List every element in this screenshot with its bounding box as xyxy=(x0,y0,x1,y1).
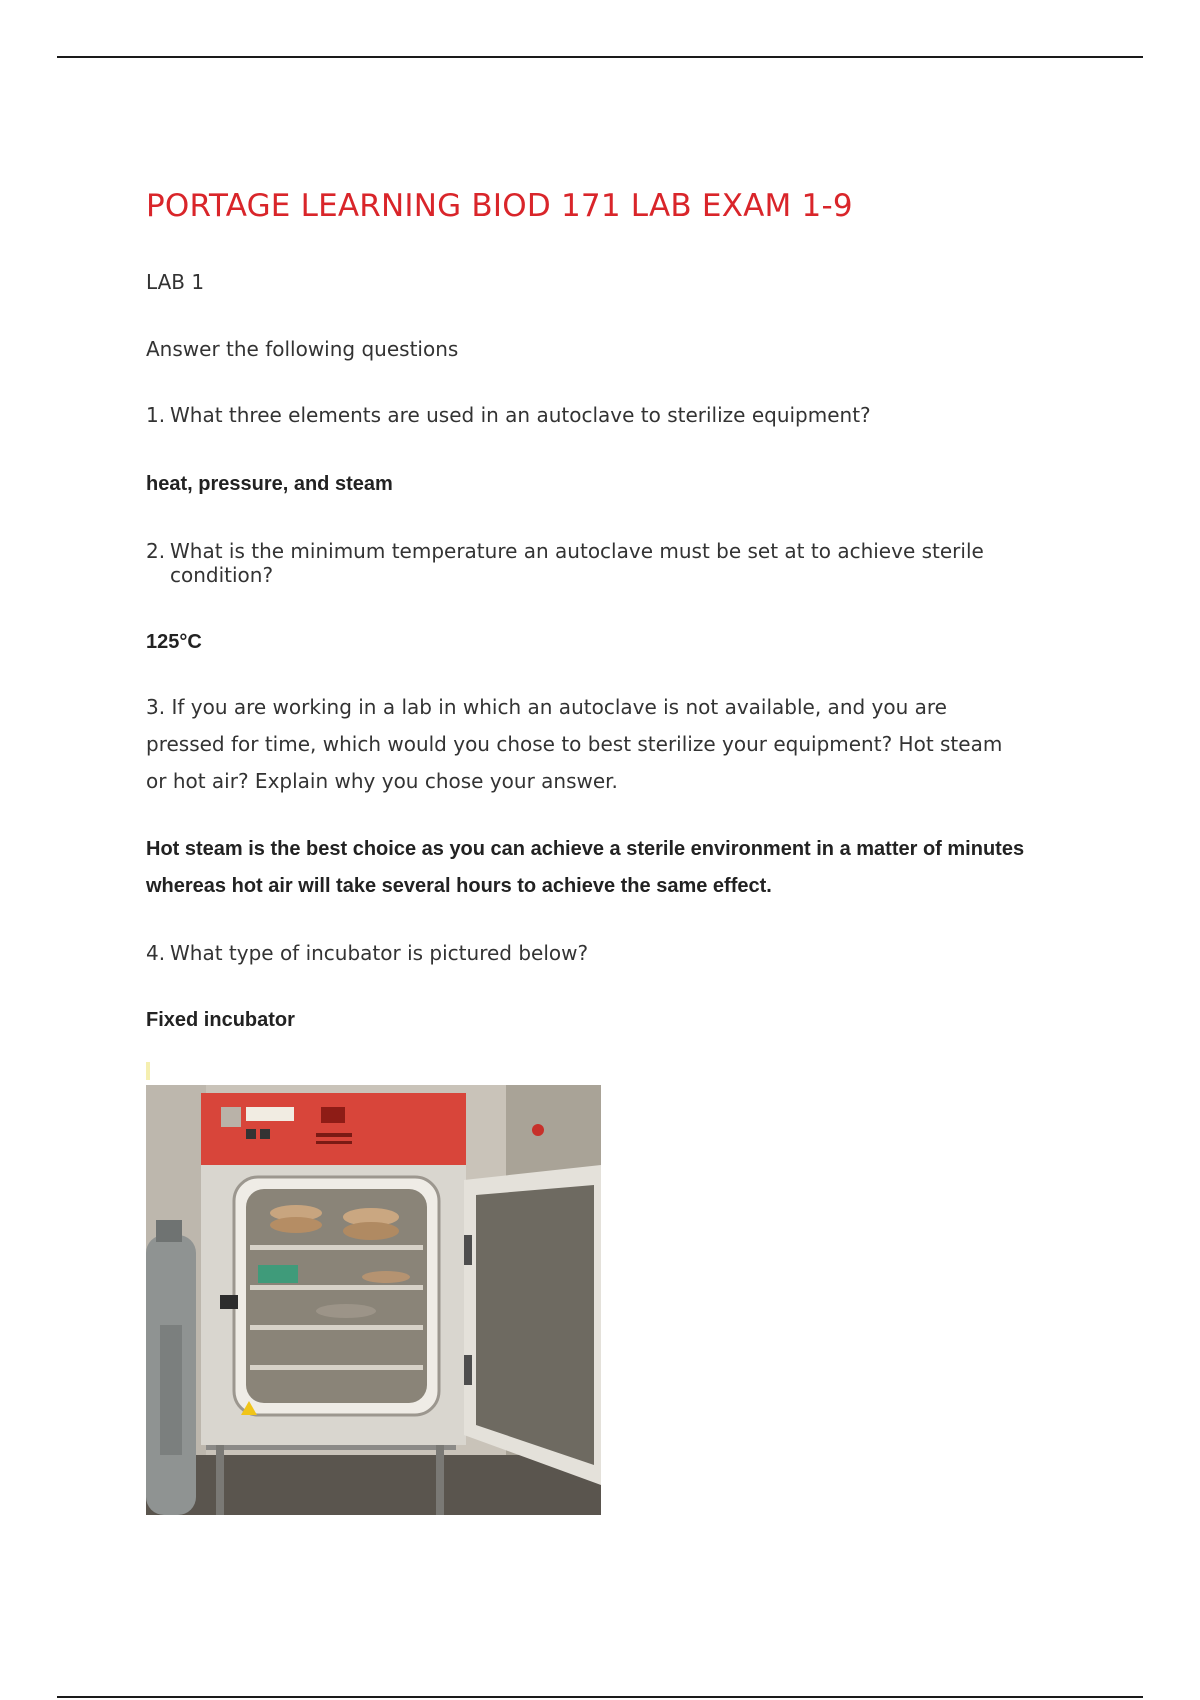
question-3 xyxy=(146,689,1026,800)
question-text: If you are working in a lab in which an autoclave is not available, and you are pressed for time, which would you chose to best sterilize your equipment? Hot steam or hot air? Explain why you chose your answer. xyxy=(146,695,1003,793)
question-number: 1. xyxy=(146,403,166,427)
answer-2: 125°C xyxy=(146,631,202,653)
answer-3: Hot steam is the best choice as you can achieve a sterile environment in a matter of minutes whereas hot air will take several hours to achieve the same effect. xyxy=(146,838,1025,897)
question-number: 3. xyxy=(146,695,166,719)
incubator-illustration xyxy=(146,1085,601,1515)
page-title: PORTAGE LEARNING BIOD 171 LAB EXAM 1-9 xyxy=(146,188,853,224)
question-2 xyxy=(146,539,1050,587)
instructions-text: Answer the following questions xyxy=(146,337,459,361)
footer-rule xyxy=(57,1696,1143,1698)
question-number: 2. xyxy=(146,539,166,563)
answer-4: Fixed incubator xyxy=(146,1009,295,1031)
image-anchor-mark xyxy=(146,1062,150,1080)
question-text: What type of incubator is pictured below? xyxy=(170,941,589,965)
question-1 xyxy=(146,403,871,427)
question-4 xyxy=(146,941,588,965)
answer-1: heat, pressure, and steam xyxy=(146,473,393,495)
header-rule xyxy=(57,56,1143,58)
question-text: What three elements are used in an autoclave to sterilize equipment? xyxy=(170,403,871,427)
question-number: 4. xyxy=(146,941,166,965)
section-heading: LAB 1 xyxy=(146,270,205,294)
incubator-photo xyxy=(146,1085,601,1515)
question-text: What is the minimum temperature an autoclave must be set at to achieve sterile condition? xyxy=(170,539,984,587)
